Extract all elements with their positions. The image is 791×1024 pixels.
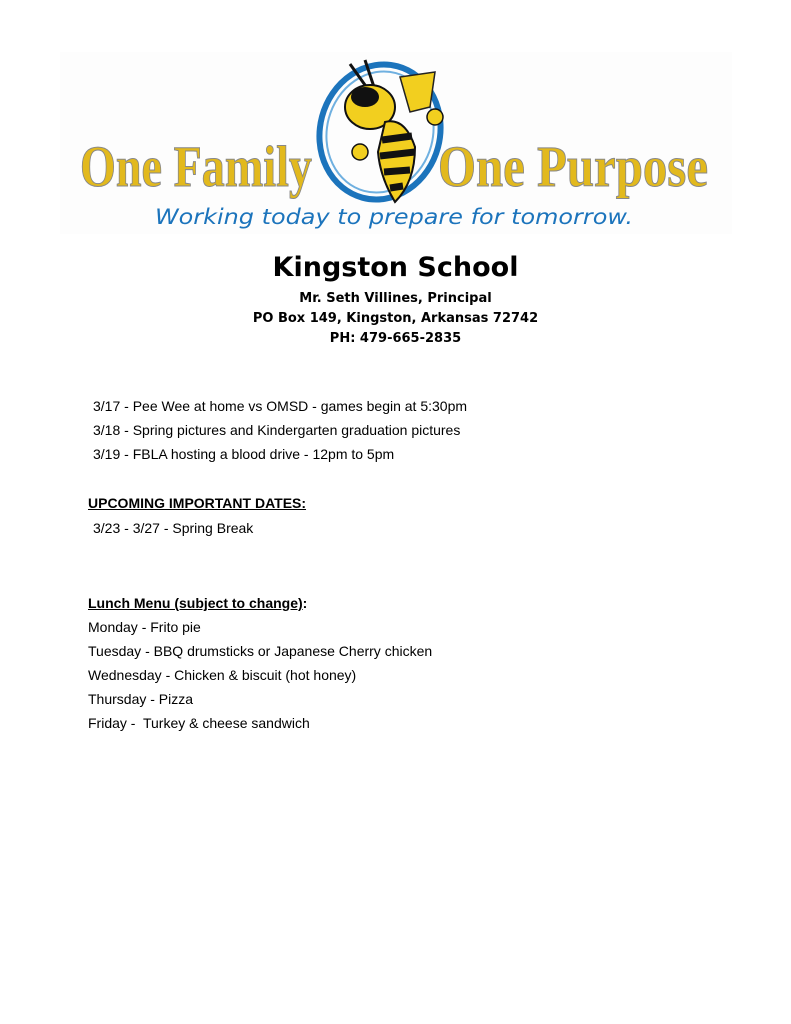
address-line: PO Box 149, Kingston, Arkansas 72742 — [252, 311, 539, 326]
lunch-heading-colon: : — [302, 595, 308, 611]
principal-line: Mr. Seth Villines, Principal — [299, 291, 492, 306]
lunch-item: Wednesday - Chicken & biscuit (hot honey) — [88, 667, 357, 683]
page-title: Kingston School — [272, 252, 519, 283]
event-item: 3/17 - Pee Wee at home vs OMSD - games begin at 5:30pm — [93, 398, 468, 414]
logo-left-text: One Family — [80, 134, 312, 199]
logo-right-text: One Purpose — [438, 134, 708, 199]
event-item: 3/18 - Spring pictures and Kindergarten graduation pictures — [93, 422, 461, 438]
phone-line: PH: 479-665-2835 — [329, 331, 462, 346]
school-logo — [60, 52, 732, 234]
lunch-heading: Lunch Menu (subject to change) — [88, 595, 303, 611]
lunch-heading-row — [88, 595, 307, 611]
lunch-item: Monday - Frito pie — [88, 619, 201, 635]
upcoming-heading: UPCOMING IMPORTANT DATES: — [88, 495, 307, 511]
lunch-item: Friday - Turkey & cheese sandwich — [88, 715, 310, 731]
lunch-item: Thursday - Pizza — [88, 691, 194, 707]
upcoming-item: 3/23 - 3/27 - Spring Break — [93, 520, 254, 536]
event-item: 3/19 - FBLA hosting a blood drive - 12pm to 5pm — [93, 446, 395, 462]
lunch-item: Tuesday - BBQ drumsticks or Japanese Cherry chicken — [88, 643, 433, 659]
logo-tagline: Working today to prepare for tomorrow. — [155, 205, 633, 229]
